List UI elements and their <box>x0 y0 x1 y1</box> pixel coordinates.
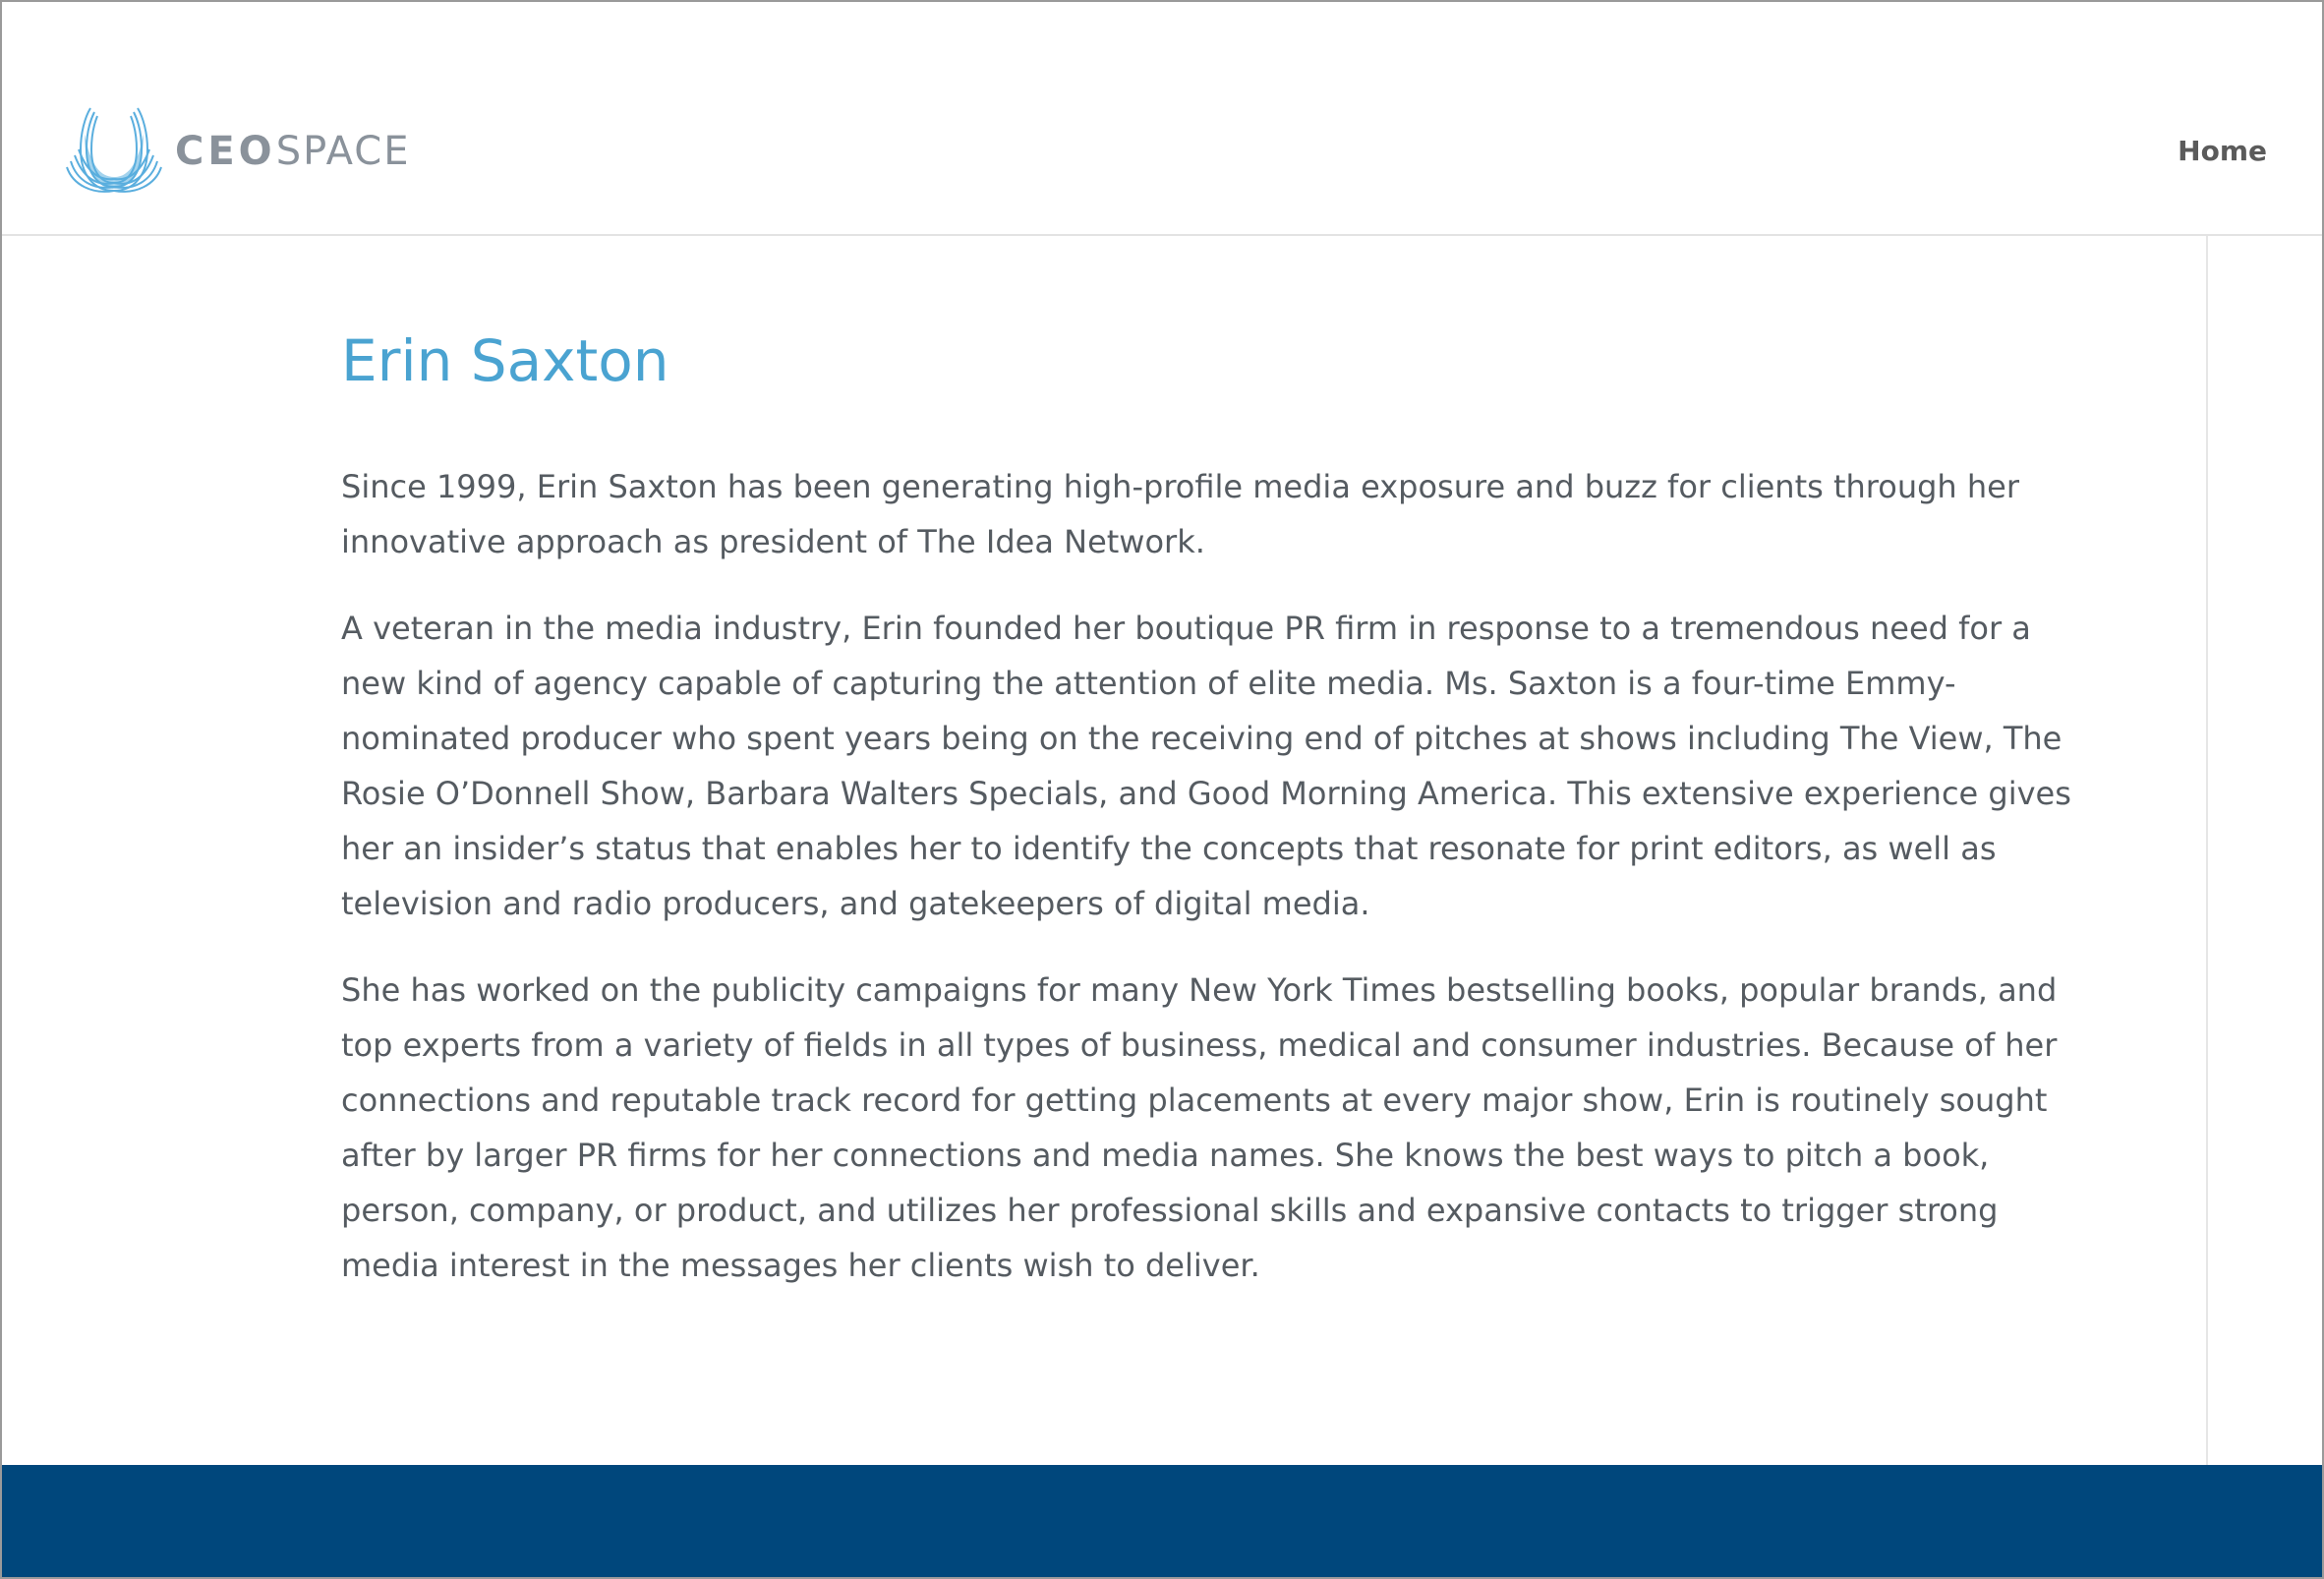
bio-paragraph-1: Since 1999, Erin Saxton has been generating high-profile media exposure and buzz for clients through her innovative approach as president of The Idea Network. <box>341 468 2019 561</box>
wings-logo-icon <box>63 104 165 199</box>
nav-home-link[interactable]: Home <box>2178 135 2267 167</box>
logo-wordmark: CEOSPACE <box>175 129 411 174</box>
sidebar-divider <box>2206 236 2208 1465</box>
site-footer <box>2 1465 2322 1577</box>
bio-text <box>341 459 2081 1293</box>
bio-paragraph-2: A veteran in the media industry, Erin founded her boutique PR firm in response to a tremendous need for a new kind of agency capable of capturing the attention of elite media. Ms. Saxton is a four-time Emmy-nominated producer who spent years being on the receiving end of pitches at shows including The View, The Rosie O’Donnell Show, Barbara Walters Specials, and Good Morning America. This extensive experience gives her an insider’s status that enables her to identify the concepts that resonate for print editors, as well as television and radio producers, and gatekeepers of digital media. <box>341 610 2071 923</box>
page-title: Erin Saxton <box>341 327 669 394</box>
bio-paragraph-3: She has worked on the publicity campaigns for many New York Times bestselling books, popular brands, and top experts from a variety of fields in all types of business, medical and consumer industries. Because of her connections and reputable track record for getting placements at every major show, Erin is routinely sought after by larger PR firms for her connections and media names. She knows the best ways to pitch a book, person, company, or product, and utilizes her professional skills and expansive contacts to trigger strong media interest in the messages her clients wish to deliver. <box>341 971 2058 1285</box>
site-logo[interactable] <box>63 104 411 199</box>
site-header <box>2 2 2322 236</box>
main-content <box>341 324 2081 1324</box>
